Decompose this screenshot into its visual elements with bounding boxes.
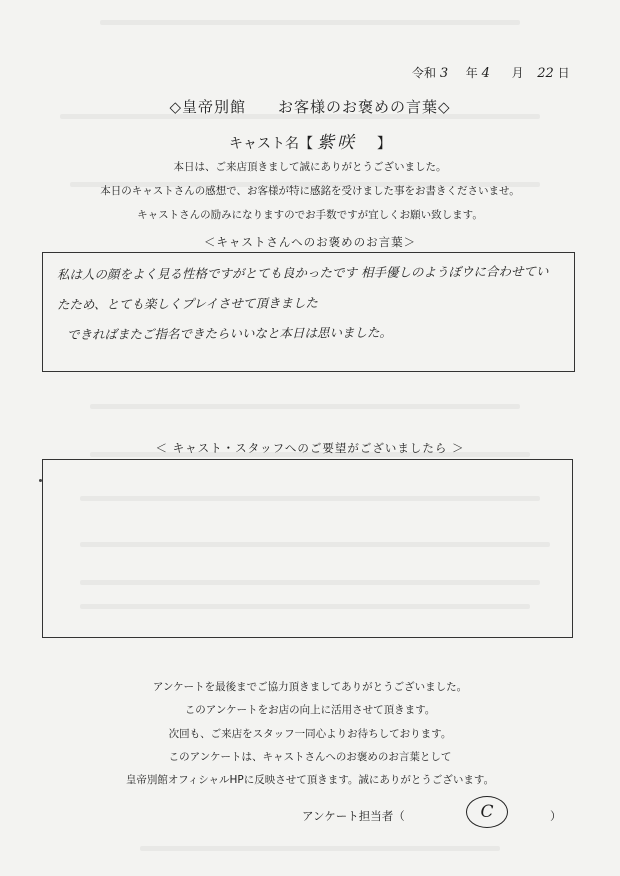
praise-handwritten-line-3: できればまたご指名できたらいいなと本日は思いました。 [66,324,393,342]
praise-box [42,252,575,372]
date-era: 令和 [412,66,437,80]
date-month-unit: 月 [511,66,524,80]
date-day-unit: 日 [557,66,570,80]
date-month-value: 4 [481,66,490,81]
staff-close-paren: ） [550,809,562,823]
cast-name-row [0,128,620,153]
page-title-right: お客様のお褒めの言葉◇ [278,98,451,116]
cast-name-value: 紫咲 [317,133,357,153]
staff-initial-circled: C [466,796,508,828]
footer-line-1: アンケートを最後までご協力頂きましてありがとうございました。 [152,681,468,693]
staff-label: アンケート担当者（ [302,809,405,823]
footer-line-4: このアンケートは、キャストさんへのお褒めのお言葉として [168,751,452,763]
praise-handwritten-line-1: 私は人の顔をよく見る性格ですがとても良かったです 相手優しのようぼウに合わせてい [56,263,549,282]
date-year-value: 3 [439,66,449,81]
footer-line-3: 次回も、ご来店をスタッフ一同心よりお待ちしております。 [168,728,452,740]
date-year-unit: 年 [465,66,478,80]
request-box [42,459,573,638]
page-title [0,96,620,117]
praise-heading: ＜キャストさんへのお褒めのお言葉＞ [203,235,417,249]
date-line [412,64,570,81]
request-heading: ＜ キャスト・スタッフへのご要望がございましたら ＞ [155,441,465,455]
praise-handwritten-line-2: たため、とても楽しくプレイさせて頂きました [56,295,318,312]
intro-line-1: 本日は、ご来店頂きまして誠にありがとうございました。 [173,161,447,173]
cast-name-label: キャスト名【 [229,136,313,152]
footer-line-2: このアンケートをお店の向上に活用させて頂きます。 [184,704,436,716]
cast-name-close: 】 [377,136,391,152]
page-title-left: ◇皇帝別館 [169,98,246,116]
stray-mark [39,479,42,482]
footer-line-5: 皇帝別館オフィシャルHPに反映させて頂きます。誠にありがとうございます。 [125,774,495,786]
intro-line-2: 本日のキャストさんの感想で、お客様が特に感銘を受けました事をお書きくださいませ。 [100,185,520,197]
intro-line-3: キャストさんの励みになりますのでお手数ですが宜しくお願い致します。 [137,209,483,221]
date-day-value: 22 [537,66,554,81]
